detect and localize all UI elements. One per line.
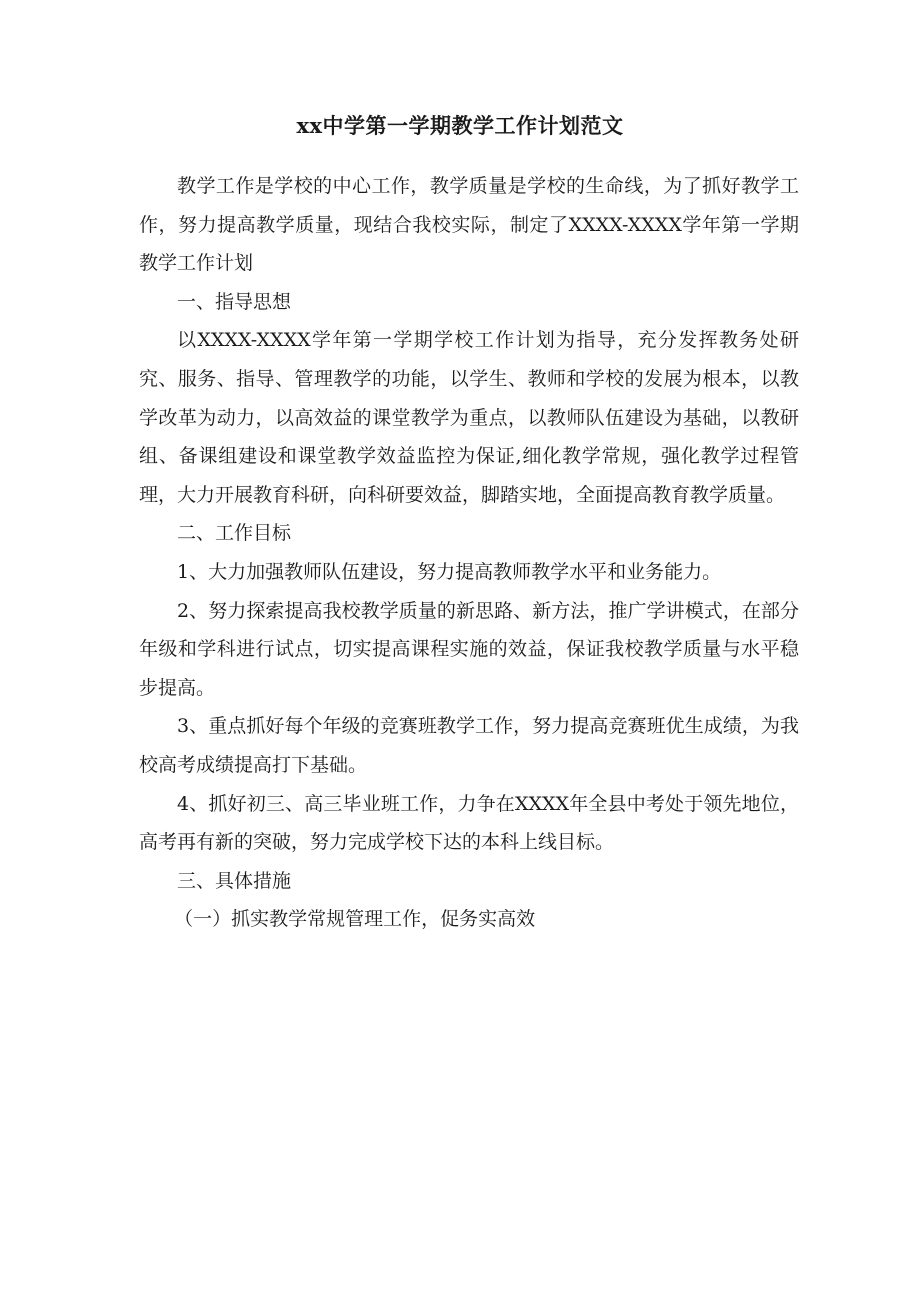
document-title: xx中学第一学期教学工作计划范文	[296, 113, 624, 138]
document-body	[139, 167, 799, 939]
measures-subheading: （一）抓实教学常规管理工作，促务实高效	[174, 908, 536, 931]
guiding-ideology-paragraph: 以XXXX-XXXX学年第一学期学校工作计划为指导，充分发挥教务处研究、服务、指导、管理教学的功能，以学生、教师和学校的发展为根本，以教学改革为动力，以高效益的课堂教学为重点，以教师队伍建设为基础，以教研组、备课组建设和课堂教学效益监控为保证,细化教学常规，强化教学过程管理，大力开展教育科研，向科研要效益，脚踏实地，全面提高教育教学质量。	[139, 329, 799, 506]
section-heading-guiding-ideology: 一、指导思想	[177, 290, 292, 313]
work-goal-item: 4、抓好初三、高三毕业班工作，力争在XXXX年全县中考处于领先地位，高考再有新的突破，努力完成学校下达的本科上线目标。	[139, 792, 799, 854]
section-heading-measures: 三、具体措施	[177, 869, 292, 892]
section-heading-work-goals: 二、工作目标	[177, 522, 292, 545]
work-goal-item: 2、努力探索提高我校教学质量的新思路、新方法，推广学讲模式，在部分年级和学科进行试点，切实提高课程实施的效益，保证我校教学质量与水平稳步提高。	[139, 599, 799, 699]
work-goal-item: 1、大力加强教师队伍建设，努力提高教师教学水平和业务能力。	[177, 560, 722, 583]
work-goal-item: 3、重点抓好每个年级的竞赛班教学工作，努力提高竞赛班优生成绩，为我校高考成绩提高打下基础。	[139, 715, 799, 776]
intro-paragraph: 教学工作是学校的中心工作，教学质量是学校的生命线，为了抓好教学工作，努力提高教学质量，现结合我校实际，制定了XXXX-XXXX学年第一学期教学工作计划	[139, 175, 799, 275]
